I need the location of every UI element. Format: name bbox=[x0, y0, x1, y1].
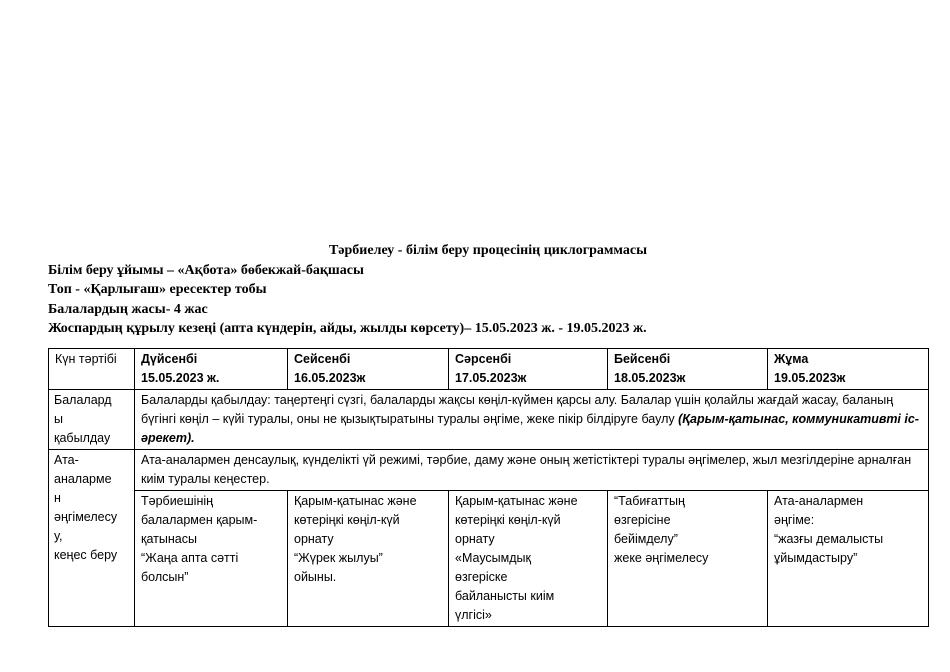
label-line: Ата- bbox=[54, 453, 79, 467]
cell-line: ұйымдастыру” bbox=[774, 551, 858, 565]
day-date: 18.05.2023ж bbox=[614, 371, 686, 385]
reception-row-label bbox=[49, 390, 135, 450]
cell-line: байланысты киім bbox=[455, 589, 555, 603]
day-name: Бейсенбі bbox=[614, 352, 671, 366]
cell-line: “Табиғаттың bbox=[614, 494, 685, 508]
parents-detail-row bbox=[49, 491, 929, 627]
cell-line: болсын” bbox=[141, 570, 189, 584]
cell-line: Қарым-қатынас және bbox=[455, 494, 578, 508]
day-name: Дүйсенбі bbox=[141, 352, 198, 366]
day-date: 16.05.2023ж bbox=[294, 371, 366, 385]
cell-line: өзгеріске bbox=[455, 570, 508, 584]
day-header-friday bbox=[768, 349, 929, 390]
cell-line: орнату bbox=[455, 532, 495, 546]
parents-common-row bbox=[49, 450, 929, 491]
parents-cell-wednesday bbox=[449, 491, 608, 627]
cell-line: қатынасы bbox=[141, 532, 197, 546]
cell-line: “жазғы демалысты bbox=[774, 532, 884, 546]
parents-cell-tuesday bbox=[288, 491, 449, 627]
label-line: у, bbox=[54, 529, 63, 543]
group-line: Топ - «Қарлығаш» ересектер тобы bbox=[48, 282, 267, 297]
parents-cell-monday bbox=[135, 491, 288, 627]
day-date: 17.05.2023ж bbox=[455, 371, 527, 385]
label-line: қабылдау bbox=[54, 431, 111, 445]
label-line: әңгімелесу bbox=[54, 510, 118, 524]
label-line: Балалард bbox=[54, 393, 112, 407]
cell-line: өзгерісіне bbox=[614, 513, 671, 527]
cell-line: Ата-аналармен bbox=[774, 494, 864, 508]
cell-line: орнату bbox=[294, 532, 334, 546]
table-header-row bbox=[49, 349, 929, 390]
reception-text: Балаларды қабылдау: таңертеңгі сүзгі, балаларды жақсы көңіл-күймен қарсы алу. Балалар үшін қолайлы жағдай жасау, баланың бүгінгі көңіл – күйі туралы, оны не қызықтыратыны туралы әңгіме, жеке пікір білдіруге баулу bbox=[141, 393, 894, 426]
parents-cell-thursday bbox=[608, 491, 768, 627]
reception-text-cell bbox=[135, 390, 929, 450]
cell-line: “Жаңа апта сәтті bbox=[141, 551, 239, 565]
day-header-tuesday bbox=[288, 349, 449, 390]
day-header-monday bbox=[135, 349, 288, 390]
document-title: Тәрбиелеу - білім беру процесінің циклограммасы bbox=[328, 243, 648, 258]
parents-row-label bbox=[49, 450, 135, 627]
parents-common-cell: Ата-аналармен денсаулық, күнделікті үй режимі, тәрбие, даму және оның жетістіктері туралы әңгімелер, жыл мезгілдеріне арналған киім туралы кеңестер. bbox=[135, 450, 929, 491]
period-line: Жоспардың құрылу кезеңі (апта күндерін, айды, жылды көрсету)– 15.05.2023 ж. - 19.05.2023 ж. bbox=[48, 321, 647, 336]
cell-line: бейімделу” bbox=[614, 532, 678, 546]
cell-line: көтеріңкі көңіл-күй bbox=[294, 513, 400, 527]
organization-line: Білім беру ұйымы – «Ақбота» бөбекжай-бақшасы bbox=[48, 262, 364, 278]
document-header bbox=[48, 241, 928, 339]
day-header-thursday bbox=[608, 349, 768, 390]
cell-line: әңгіме: bbox=[774, 513, 815, 527]
cell-line: ойыны. bbox=[294, 570, 337, 584]
schedule-table bbox=[48, 348, 929, 627]
reception-row bbox=[49, 390, 929, 450]
day-name: Сәрсенбі bbox=[455, 352, 512, 366]
day-date: 15.05.2023 ж. bbox=[141, 371, 220, 385]
cell-line: үлгісі» bbox=[455, 608, 492, 622]
day-date: 19.05.2023ж bbox=[774, 371, 846, 385]
age-line: Балалардың жасы- 4 жас bbox=[48, 301, 208, 317]
cell-line: “Жүрек жылуы” bbox=[294, 551, 383, 565]
day-name: Жұма bbox=[774, 352, 809, 366]
corner-header-cell: Күн тәртібі bbox=[49, 349, 135, 390]
reception-note: (Қарым-қатынас, коммуникативті іс-әрекет). bbox=[141, 412, 919, 445]
cell-line: жеке әңгімелесу bbox=[614, 551, 709, 565]
cell-line: «Маусымдық bbox=[455, 551, 532, 565]
label-line: кеңес беру bbox=[54, 548, 118, 562]
day-header-wednesday bbox=[449, 349, 608, 390]
cell-line: көтеріңкі көңіл-күй bbox=[455, 513, 561, 527]
parents-cell-friday bbox=[768, 491, 929, 627]
label-line: н bbox=[54, 491, 61, 505]
day-name: Сейсенбі bbox=[294, 352, 351, 366]
label-line: ы bbox=[54, 412, 63, 426]
cell-line: Тәрбиешінің bbox=[141, 494, 214, 508]
label-line: аналарме bbox=[54, 472, 112, 486]
cell-line: балалармен қарым- bbox=[141, 513, 258, 527]
cell-line: Қарым-қатынас және bbox=[294, 494, 417, 508]
